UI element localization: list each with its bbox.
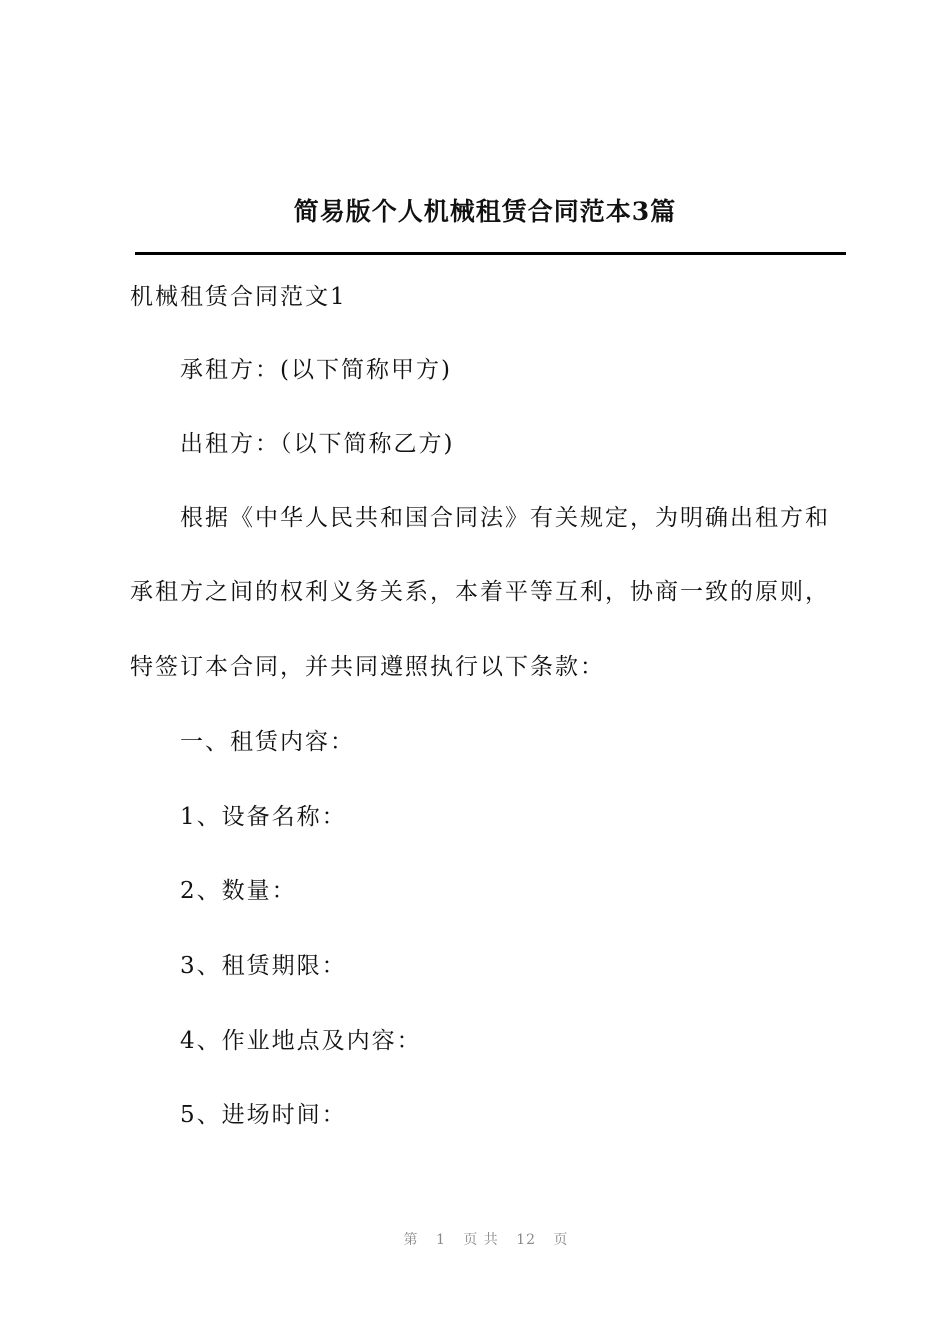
- section-heading: 机械租赁合同范文1: [130, 284, 347, 310]
- page-footer: [0, 1228, 950, 1252]
- title-underline: [135, 252, 846, 255]
- footer-page-suffix: 页: [553, 1232, 569, 1248]
- list-item: 2、数量：: [180, 878, 297, 904]
- lessor-line: 出租方：（以下简称乙方): [180, 431, 455, 457]
- paragraph-line-2: 承租方之间的权利义务关系，本着平等互利，协商一致的原则，: [130, 579, 830, 605]
- footer-total-pages: 12: [516, 1232, 537, 1248]
- list-item: 4、作业地点及内容：: [180, 1028, 422, 1054]
- footer-page-of: 页 共: [463, 1232, 499, 1248]
- paragraph-line-3: 特签订本合同，并共同遵照执行以下条款：: [130, 654, 605, 680]
- list-item: 5、进场时间：: [180, 1102, 347, 1128]
- footer-page-number: 1: [435, 1232, 446, 1248]
- list-item: 1、设备名称：: [180, 804, 347, 830]
- lessee-line: 承租方：(以下简称甲方): [180, 357, 452, 383]
- clause-heading: 一、租赁内容：: [180, 729, 355, 755]
- list-item: 3、租赁期限：: [180, 953, 347, 979]
- document-title: 简易版个人机械租赁合同范本3篇: [293, 197, 677, 226]
- paragraph-line-1: 根据《中华人民共和国合同法》有关规定，为明确出租方和: [180, 505, 830, 531]
- footer-page-label: 第: [403, 1232, 419, 1248]
